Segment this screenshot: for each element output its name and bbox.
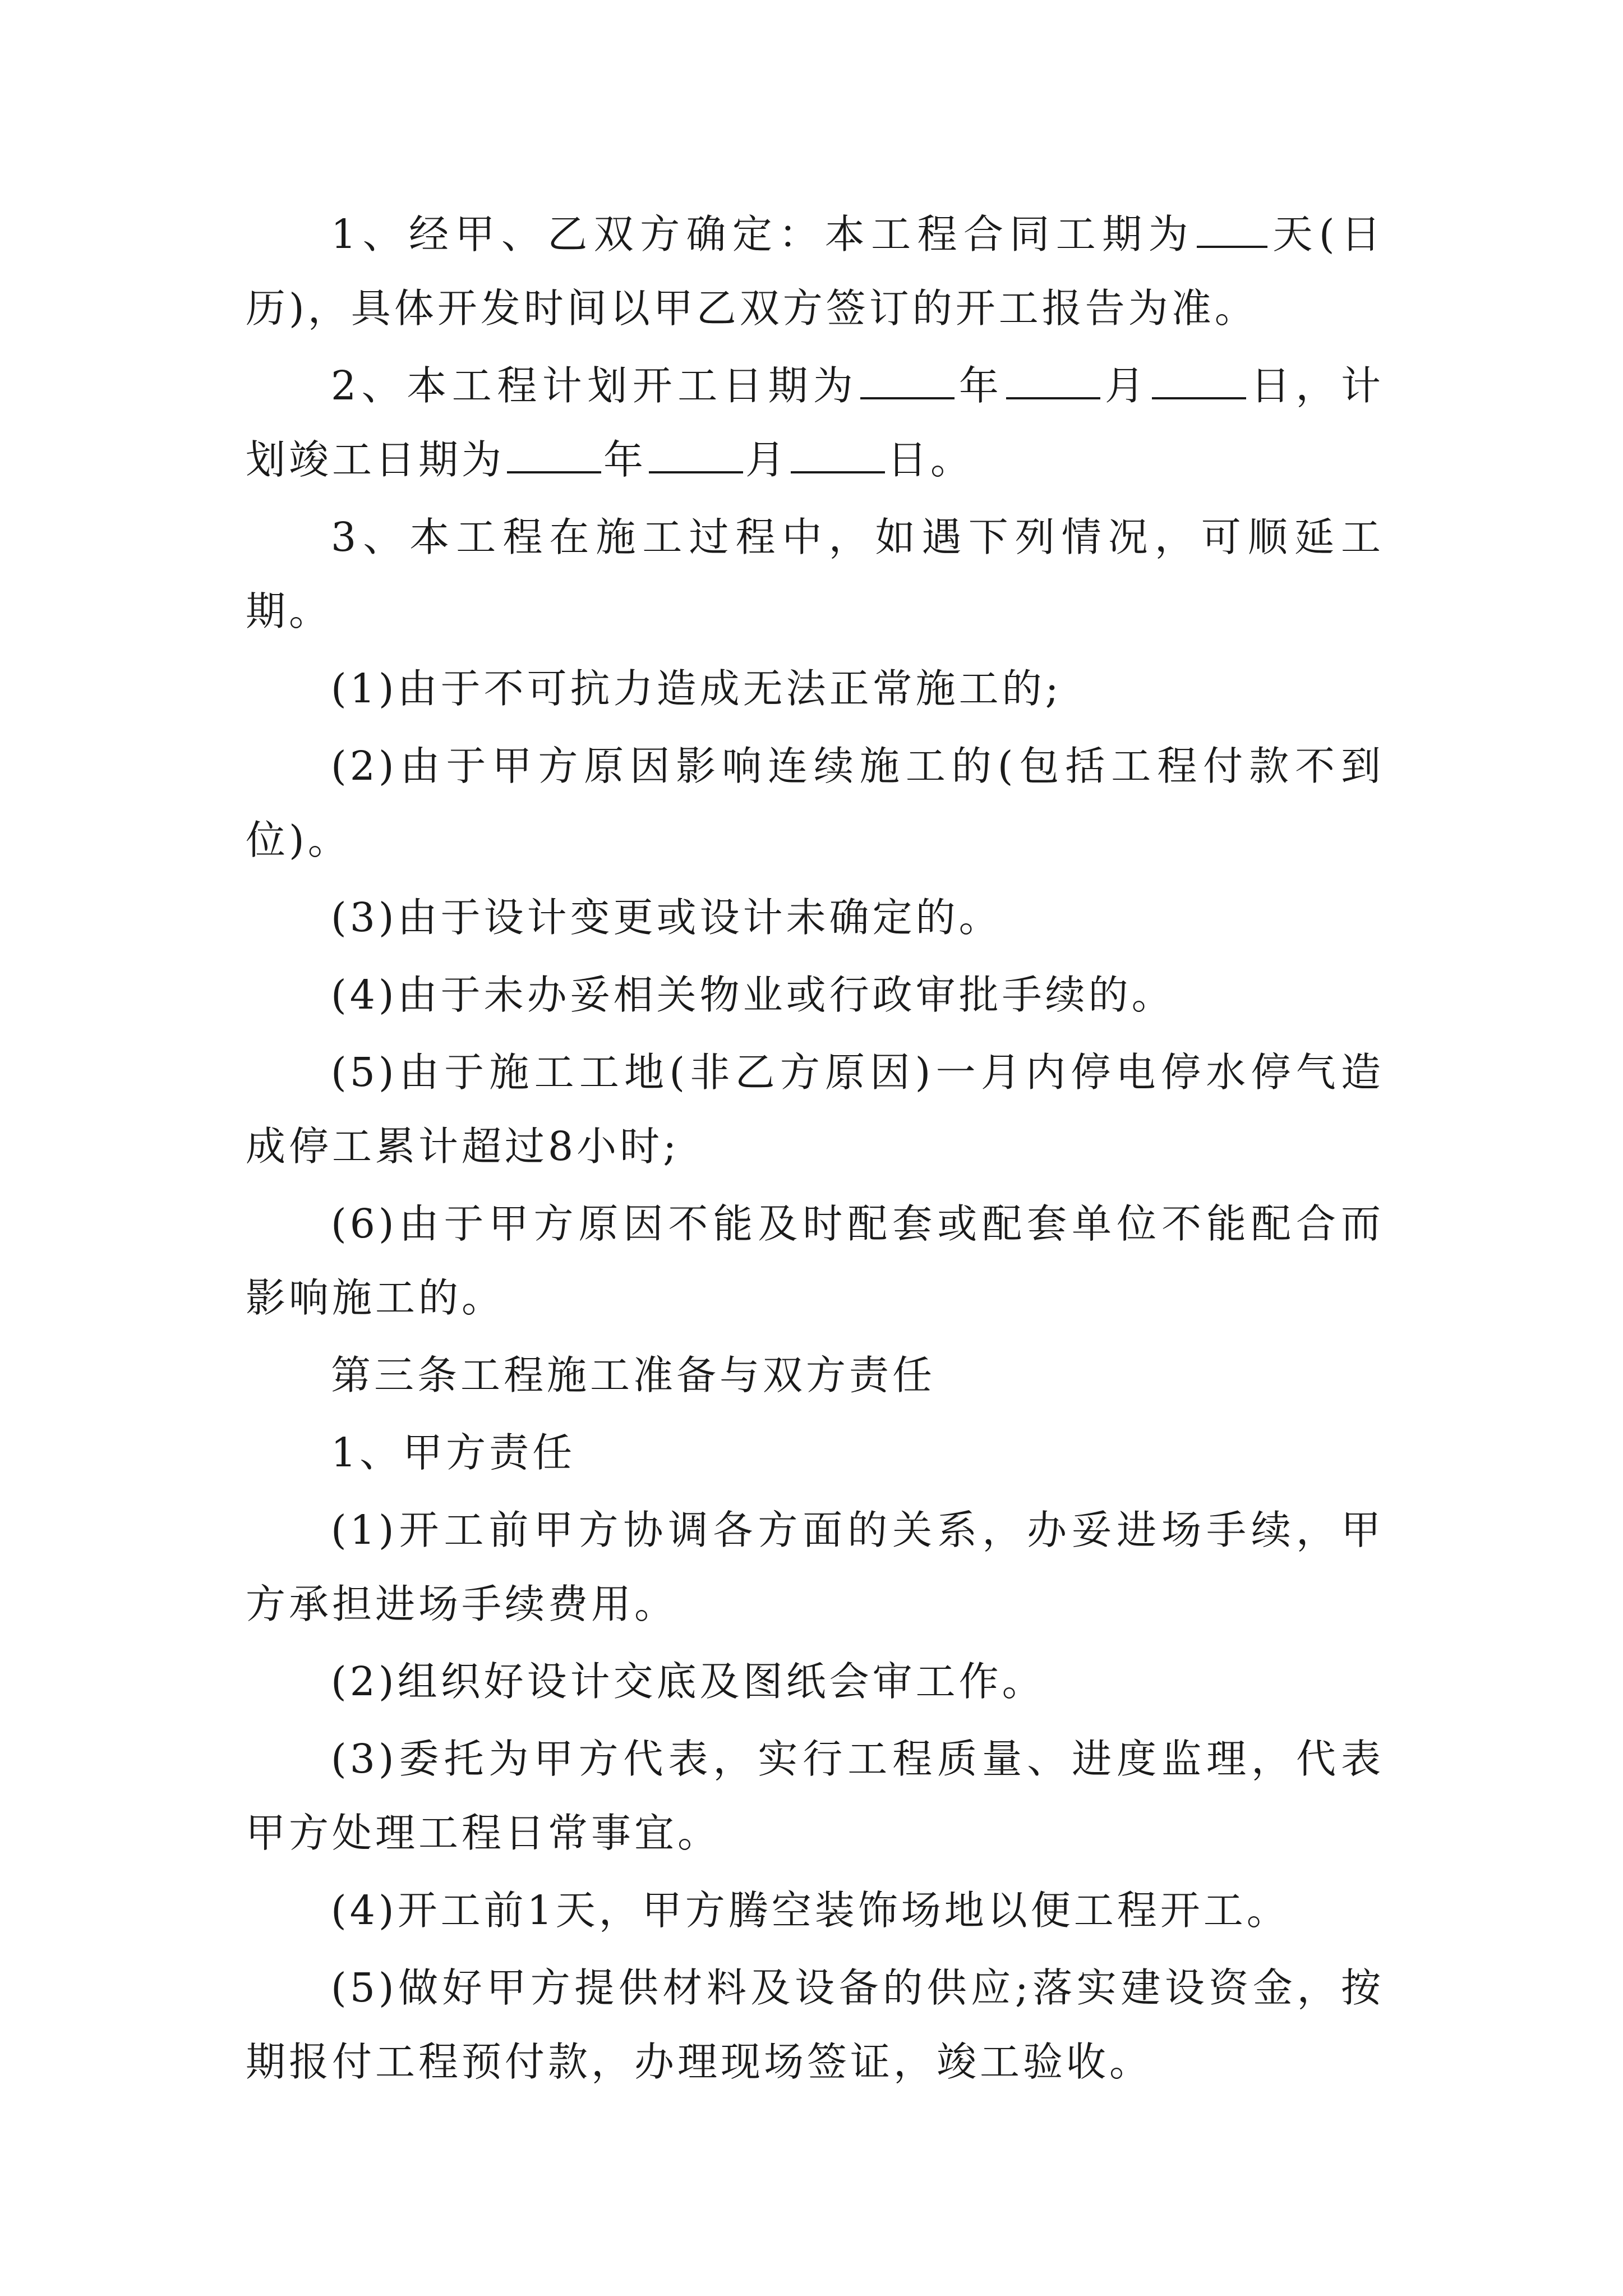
document-body (246, 197, 1384, 2099)
paragraph-duty-1: (1)开工前甲方协调各方面的关系，办妥进场手续，甲方承担进场手续费用。 (246, 1507, 1384, 1627)
paragraph-item-5: (5)由于施工工地(非乙方原因)一月内停电停水停气造成停工累计超过8小时; (246, 1049, 1384, 1170)
paragraph-duty-5: (5)做好甲方提供材料及设备的供应;落实建设资金，按期报付工程预付款，办理现场签证，竣工验收。 (246, 1964, 1384, 2085)
text-run: 月 (745, 436, 789, 483)
text-run: 年 (603, 436, 647, 483)
paragraph-term-3: 3、本工程在施工过程中，如遇下列情况，可顺延工期。 (246, 514, 1384, 634)
text-run: 日，计划竣工日期为 (246, 362, 1384, 483)
text-run: 年 (957, 362, 1004, 409)
paragraph-item-4: (4)由于未办妥相关物业或行政审批手续的。 (331, 972, 1175, 1018)
blank-underline (1197, 212, 1267, 248)
blank-underline (791, 438, 885, 473)
blank-underline (649, 438, 743, 473)
paragraph-item-2: (2)由于甲方原因影响连续施工的(包括工程付款不到位)。 (246, 743, 1384, 863)
paragraph-term-2 (246, 349, 1384, 497)
text-run: 日。 (887, 436, 974, 483)
section-heading: 第三条工程施工准备与双方责任 (331, 1352, 936, 1398)
paragraph-duty-3: (3)委托为甲方代表，实行工程质量、进度监理，代表甲方处理工程日常事宜。 (246, 1736, 1384, 1856)
paragraph-term-1 (246, 197, 1384, 346)
text-run: 1、经甲、乙双方确定：本工程合同工期为 (331, 211, 1195, 257)
subsection-heading: 1、甲方责任 (331, 1429, 576, 1476)
text-run: 天(日历)，具体开发时间以甲乙双方签订的开工报告为准。 (246, 211, 1384, 332)
paragraph-duty-2: (2)组织好设计交底及图纸会审工作。 (331, 1658, 1045, 1705)
paragraph-duty-4: (4)开工前1天，甲方腾空装饰场地以便工程开工。 (331, 1887, 1290, 1934)
blank-underline (1152, 364, 1246, 399)
blank-underline (507, 438, 601, 473)
blank-underline (1006, 364, 1100, 399)
paragraph-item-1: (1)由于不可抗力造成无法正常施工的; (331, 665, 1062, 712)
blank-underline (860, 364, 955, 399)
paragraph-item-3: (3)由于设计变更或设计未确定的。 (331, 894, 1002, 941)
text-run: 月 (1103, 362, 1150, 409)
text-run: 2、本工程计划开工日期为 (331, 362, 859, 409)
paragraph-item-6: (6)由于甲方原因不能及时配套或配套单位不能配合而影响施工的。 (246, 1200, 1384, 1321)
